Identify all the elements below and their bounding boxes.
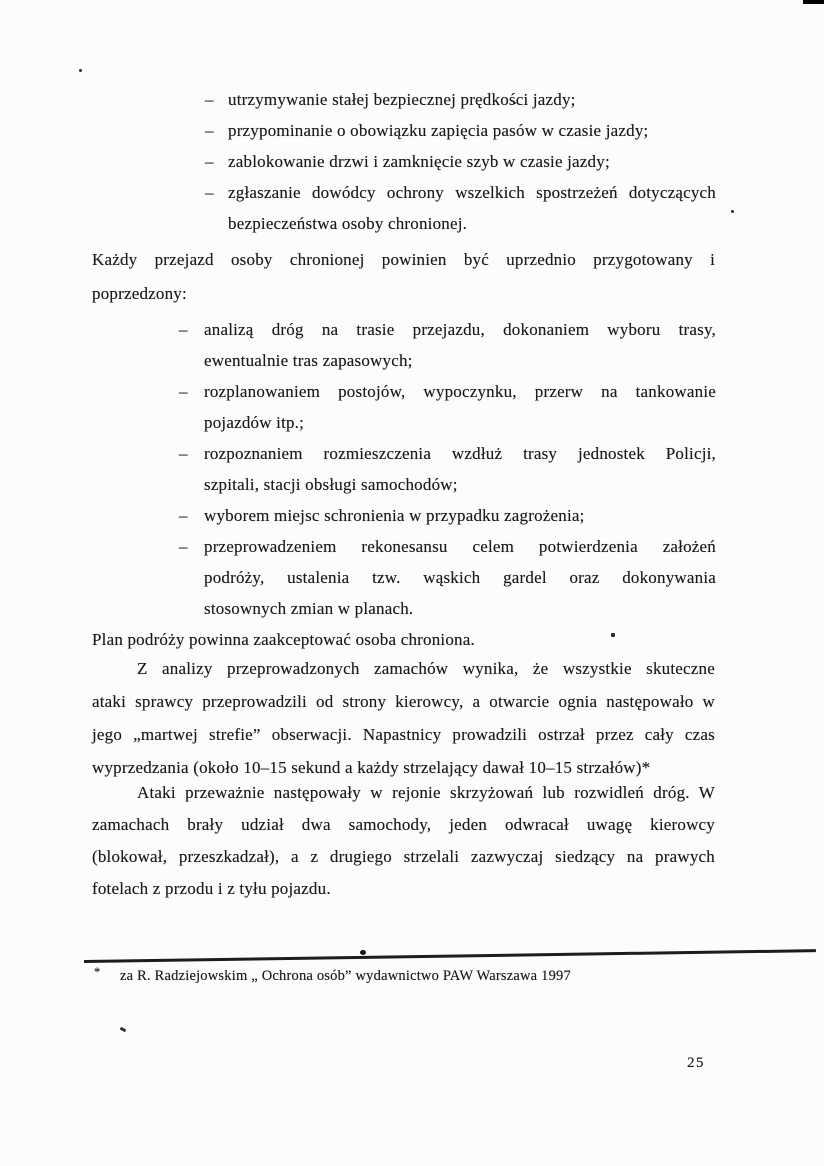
text-line: utrzymywanie stałej bezpiecznej prędkości jazdy; [228, 90, 576, 109]
text-line: analizą dróg na trasie przejazdu, dokonaniem wyboru trasy, [204, 320, 716, 339]
bullet-list-driving-rules [205, 84, 716, 239]
text-line: zamachach brały udział dwa samochody, jeden odwracał uwagę kierowcy [92, 815, 715, 834]
bullet-dash: – [179, 320, 188, 339]
footnote-divider [84, 949, 816, 962]
list-item [205, 177, 716, 239]
text-line: Plan podróży powinna zaakceptować osoba chroniona. [92, 630, 475, 649]
footnote-marker: * [94, 965, 101, 979]
text-line: zablokowanie drzwi i zamknięcie szyb w czasie jazdy; [228, 152, 610, 171]
text-line: (blokował, przeszkadzał), a z drugiego strzelali zazwyczaj siedzący na prawych [92, 847, 715, 866]
paragraph-intro [92, 243, 715, 311]
footnote [94, 962, 714, 986]
list-item [179, 438, 716, 500]
list-item [205, 146, 716, 177]
text-line: ataki sprawcy przeprowadzili od strony kierowcy, a otwarcie ognia następowało w [92, 692, 715, 711]
page-number: 25 [687, 1055, 705, 1071]
text-line: Ataki przeważnie następowały w rejonie skrzyżowań lub rozwidleń dróg. W [137, 783, 715, 802]
bullet-list-trip-preparation [179, 314, 716, 624]
scan-speck [120, 1027, 127, 1032]
bullet-dash: – [205, 183, 214, 202]
bullet-dash: – [179, 537, 188, 556]
scan-speck [79, 69, 82, 72]
list-item [205, 84, 716, 115]
text-line: ewentualnie tras zapasowych; [204, 351, 413, 370]
paragraph-attack-analysis [92, 652, 715, 784]
paragraph-attack-locations [92, 777, 715, 905]
bullet-dash: – [179, 382, 188, 401]
text-line: wyborem miejsc schronienia w przypadku zagrożenia; [204, 506, 585, 525]
scan-corner-mark [803, 0, 824, 4]
scan-speck [731, 210, 734, 213]
text-line: przeprowadzeniem rekonesansu celem potwierdzenia założeń [204, 537, 716, 556]
bullet-dash: – [179, 506, 188, 525]
text-line: rozplanowaniem postojów, wypoczynku, przerw na tankowanie [204, 382, 716, 401]
list-item [179, 314, 716, 376]
text-line: wyprzedzania (około 10–15 sekund a każdy strzelający dawał 10–15 strzałów)* [92, 758, 651, 777]
text-line: stosownych zmian w planach. [204, 599, 414, 618]
text-line: bezpieczeństwa osoby chronionej. [228, 214, 468, 233]
text-line: przypominanie o obowiązku zapięcia pasów w czasie jazdy; [228, 121, 649, 140]
text-line: Z analizy przeprowadzonych zamachów wynika, że wszystkie skuteczne [137, 659, 715, 678]
bullet-dash: – [205, 152, 214, 171]
text-line: rozpoznaniem rozmieszczenia wzdłuż trasy jednostek Policji, [204, 444, 716, 463]
text-line: Każdy przejazd osoby chronionej powinien być uprzednio przygotowany i [92, 250, 715, 269]
footnote-text: za R. Radziejowskim „ Ochrona osób” wydawnictwo PAW Warszawa 1997 [120, 968, 571, 984]
list-item [205, 115, 716, 146]
bullet-dash: – [205, 90, 214, 109]
paragraph-plan-acceptance [92, 624, 715, 655]
text-line: pojazdów itp.; [204, 413, 305, 432]
list-item [179, 500, 716, 531]
list-item [179, 376, 716, 438]
list-item [179, 531, 716, 624]
text-line: zgłaszanie dowódcy ochrony wszelkich spostrzeżeń dotyczących [228, 183, 716, 202]
scan-speck [360, 950, 366, 955]
text-line: jego „martwej strefie” obserwacji. Napastnicy prowadzili ostrzał przez cały czas [92, 725, 715, 744]
text-line: szpitali, stacji obsługi samochodów; [204, 475, 458, 494]
bullet-dash: – [179, 444, 188, 463]
text-line: poprzedzony: [92, 284, 187, 303]
bullet-dash: – [205, 121, 214, 140]
text-line: fotelach z przodu i z tyłu pojazdu. [92, 879, 331, 898]
text-line: podróży, ustalenia tzw. wąskich gardel oraz dokonywania [204, 568, 716, 587]
